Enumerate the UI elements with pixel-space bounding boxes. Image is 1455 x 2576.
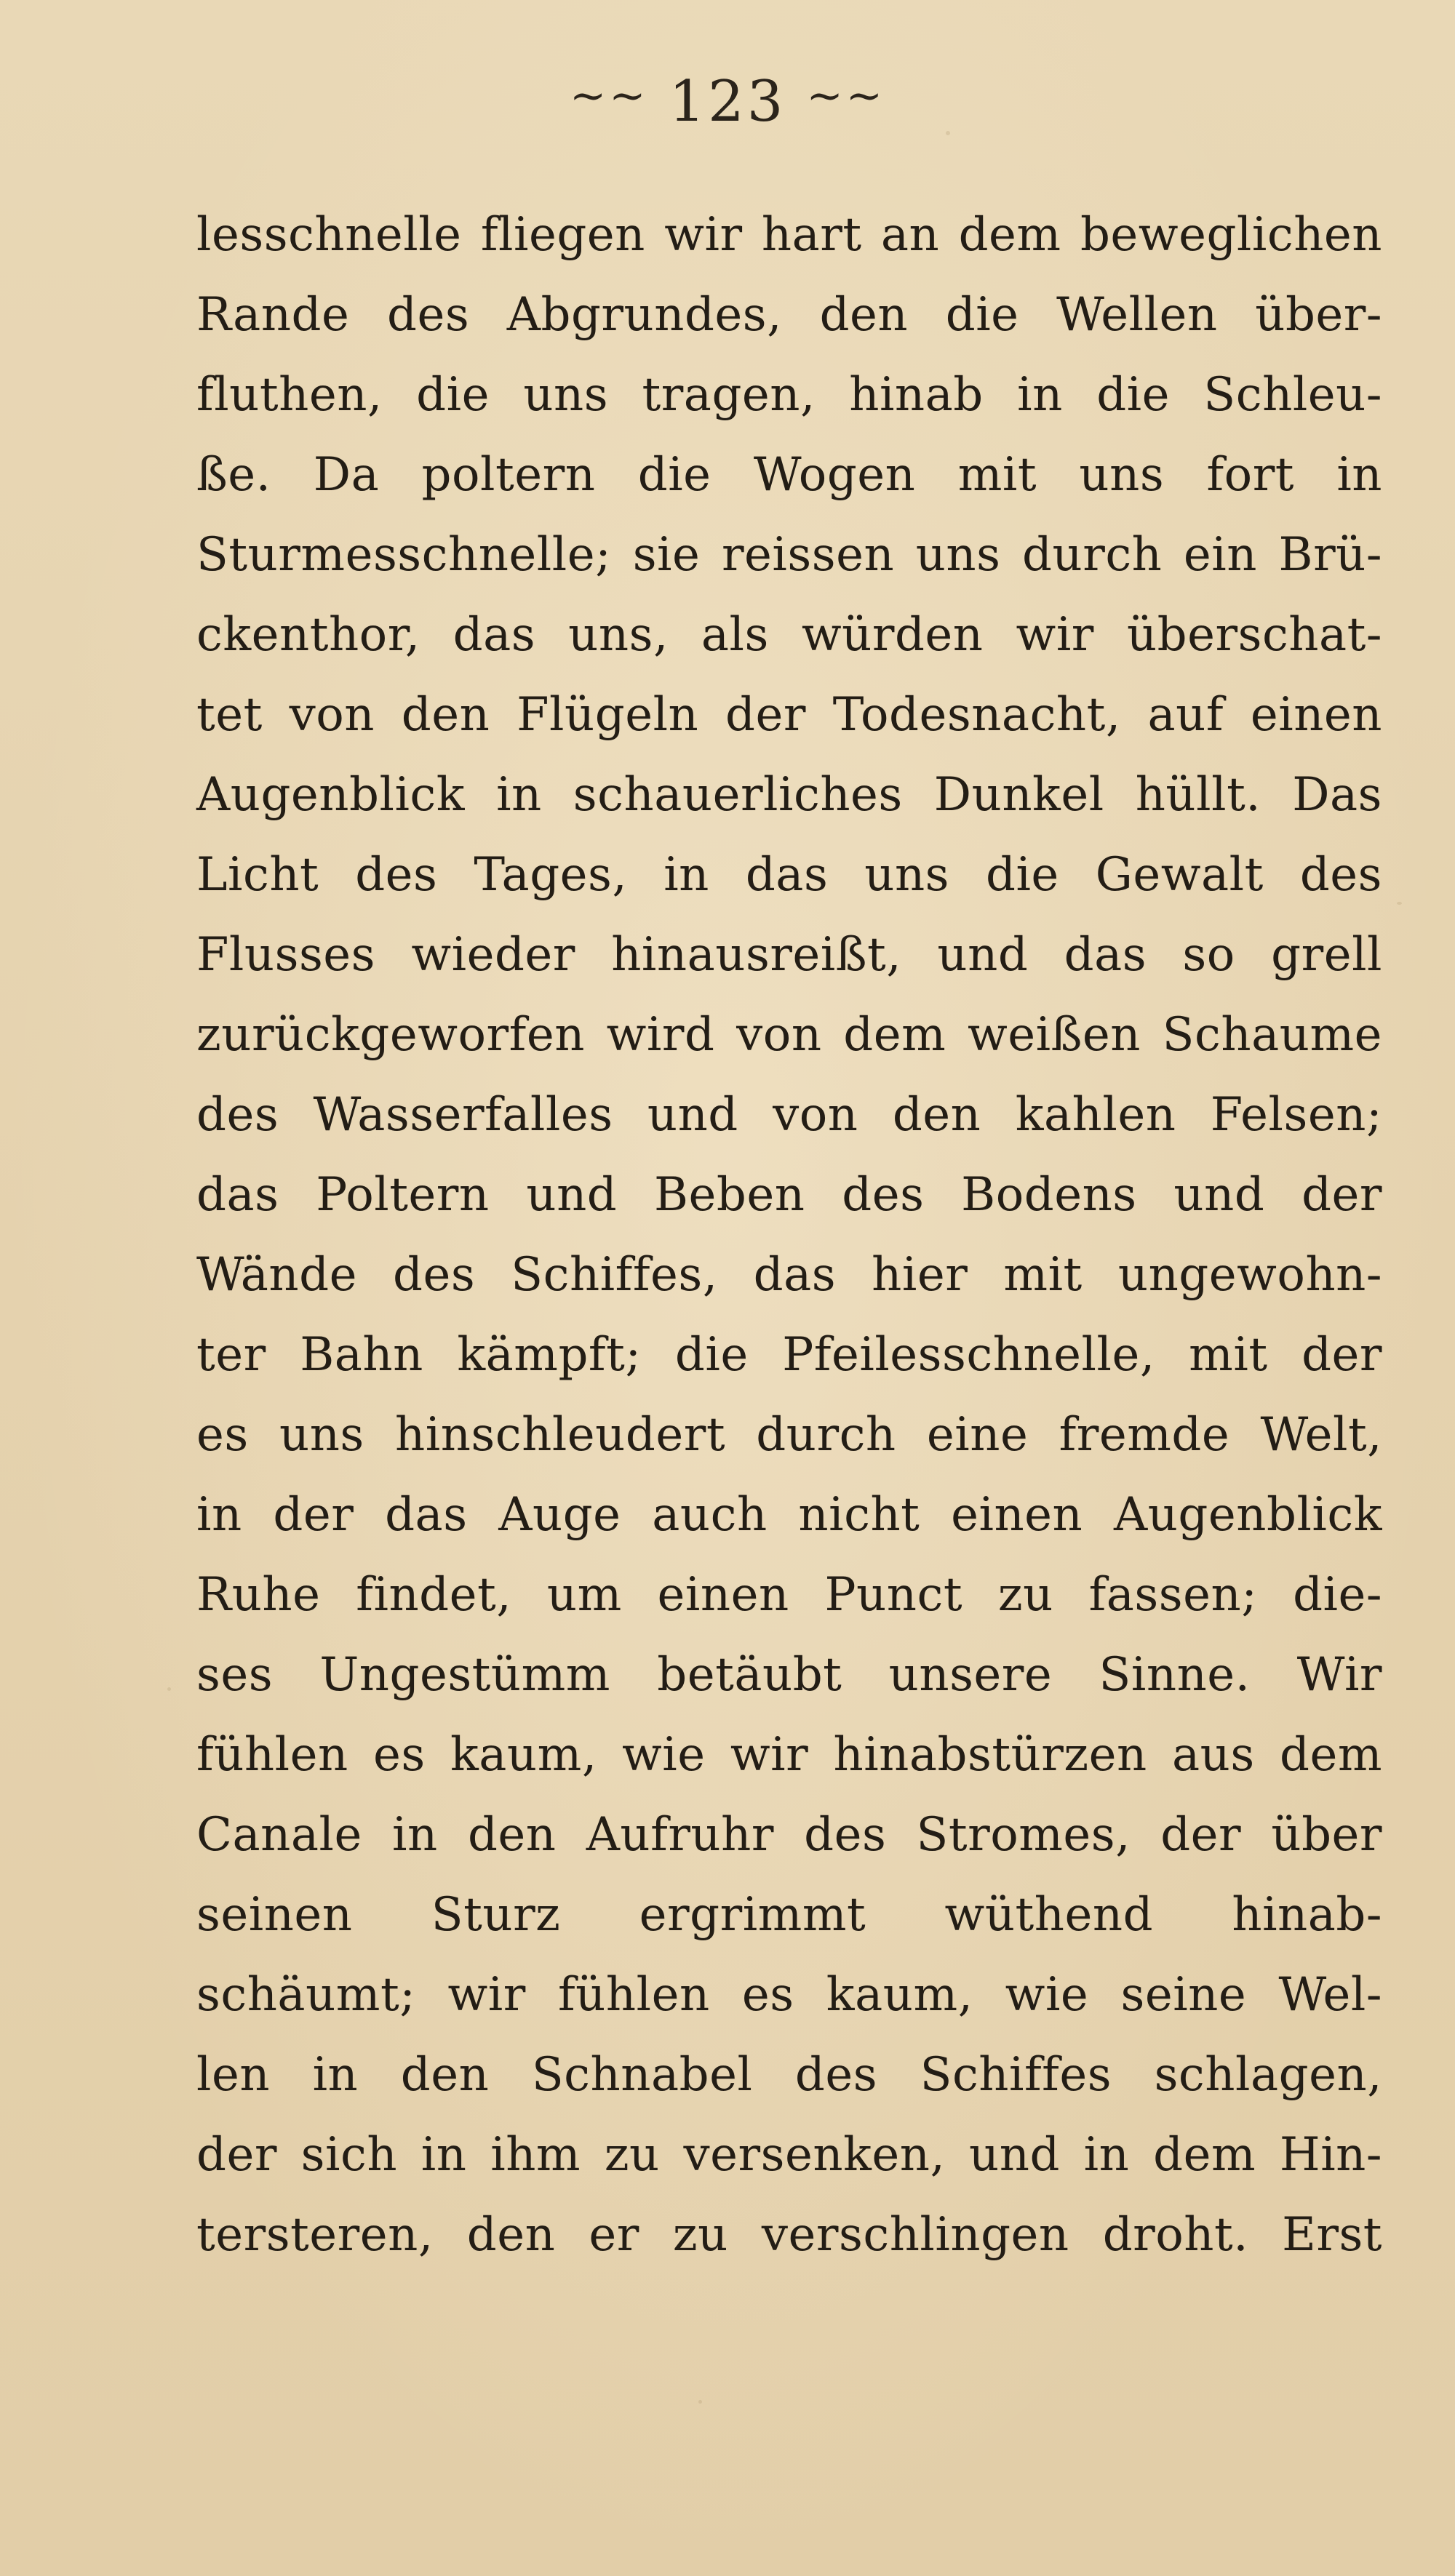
text-line: fühlen es kaum, wie wir hinabstürzen aus dem — [196, 1728, 1382, 1782]
text-line: des Wasserfalles und von den kahlen Felsen; — [196, 1088, 1382, 1142]
text-line: Flusses wieder hinausreißt, und das so grell — [196, 928, 1382, 982]
text-line: Canale in den Aufruhr des Stromes, der über — [196, 1808, 1382, 1862]
page-number: 123 — [669, 69, 786, 135]
text-line: Augenblick in schauerliches Dunkel hüllt. Das — [196, 768, 1382, 822]
text-line: ckenthor, das uns, als würden wir überschat- — [196, 608, 1382, 662]
text-line: der sich in ihm zu versenken, und in dem Hin- — [196, 2128, 1382, 2182]
text-line: ses Ungestümm betäubt unsere Sinne. Wir — [196, 1648, 1382, 1702]
header-dash-right: ~~ — [806, 71, 885, 121]
text-line: Ruhe findet, um einen Punct zu fassen; die- — [196, 1568, 1382, 1622]
paper-speck — [1397, 902, 1402, 905]
text-line: das Poltern und Beben des Bodens und der — [196, 1168, 1382, 1222]
text-line: tersteren, den er zu verschlingen droht. Erst — [196, 2208, 1382, 2262]
paper-speck — [167, 1687, 171, 1691]
text-line: tet von den Flügeln der Todesnacht, auf einen — [196, 688, 1382, 742]
text-line: in der das Auge auch nicht einen Augenblick — [196, 1488, 1382, 1542]
text-line: Sturmesschnelle; sie reissen uns durch ein Brü- — [196, 528, 1382, 582]
text-line: len in den Schnabel des Schiffes schlagen, — [196, 2048, 1382, 2102]
text-line: es uns hinschleudert durch eine fremde Welt, — [196, 1408, 1382, 1462]
text-line: Wände des Schiffes, das hier mit ungewohn- — [196, 1248, 1382, 1302]
text-line: ße. Da poltern die Wogen mit uns fort in — [196, 448, 1382, 502]
text-line: fluthen, die uns tragen, hinab in die Schleu- — [196, 368, 1382, 422]
text-line: seinen Sturz ergrimmt wüthend hinab- — [196, 1888, 1382, 1942]
page-header — [0, 69, 1455, 135]
header-dash-left: ~~ — [570, 71, 649, 121]
body-text — [196, 195, 1382, 2275]
paper-speck — [698, 2400, 702, 2404]
text-line: Rande des Abgrundes, den die Wellen über- — [196, 288, 1382, 342]
text-line: ter Bahn kämpft; die Pfeilesschnelle, mit der — [196, 1328, 1382, 1382]
text-line: zurückgeworfen wird von dem weißen Schaume — [196, 1008, 1382, 1062]
text-line: Licht des Tages, in das uns die Gewalt des — [196, 848, 1382, 902]
text-line: lesschnelle fliegen wir hart an dem beweglichen — [196, 208, 1382, 262]
text-line: schäumt; wir fühlen es kaum, wie seine Wel- — [196, 1968, 1382, 2022]
